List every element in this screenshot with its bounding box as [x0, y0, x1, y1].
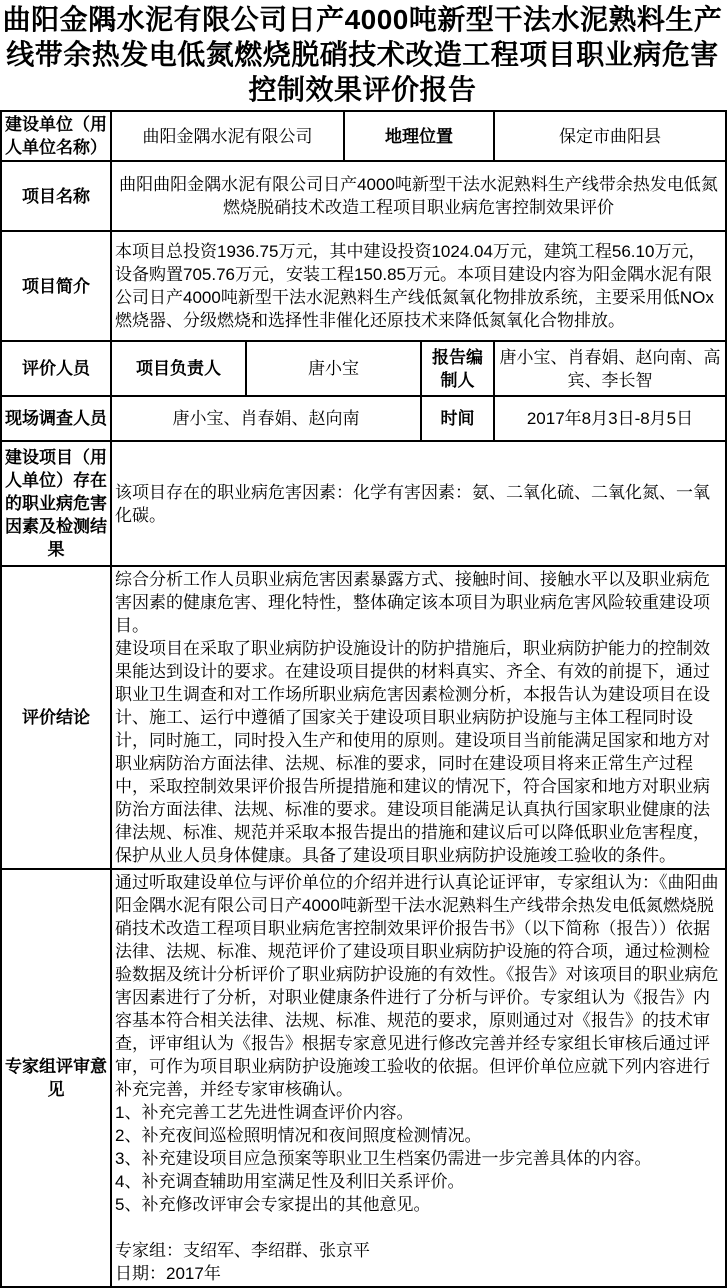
conclusion-paragraph: 综合分析工作人员职业病危害因素暴露方式、接触时间、接触水平以及职业病危害因素的健康危害、理化特性，整体确定该本项目为职业病危害风险较重建设项目。 [115, 570, 710, 635]
label-project-leader: 项目负责人 [111, 341, 246, 396]
expert-review-item: 4、补充调查辅助用室满足性及利旧关系评价。 [115, 1172, 465, 1191]
expert-group-signature: 专家组：支绍军、李绍群、张京平 [115, 1241, 370, 1260]
conclusion-paragraph: 建设项目在采取了职业病防护设施设计的防护措施后，职业病防护能力的控制效果能达到设计的要求。在建设项目提供的材料真实、齐全、有效的前提下，通过职业卫生调查和对工作场所职业病危害因素检测分析，本报告认为建设项目在设计、施工、运行中遵循了国家关于建设项目职业病防护设施与主体工程同时设计，同时施工，同时投入生产和使用的原则。建设项目当前能满足国家和地方对职业病防治方面法律、法规、标准的要求，同时在建设项目将来正常生产过程中，采取控制效果评价报告所提措施和建议的情况下，符合国家和地方对职业病防治方面法律、法规、标准的要求。建设项目能满足认真执行国家职业健康的法律法规、标准、规范并采取本报告提出的措施和建议后可以降低职业危害程度，保护从业人员身体健康。具备了建设项目职业病防护设施竣工验收的条件。 [115, 639, 710, 865]
expert-review-item: 3、补充建设项目应急预案等职业卫生档案仍需进一步完善具体的内容。 [115, 1149, 652, 1168]
row-project-name [1, 161, 726, 231]
expert-review-item: 1、补充完善工艺先进性调查评价内容。 [115, 1103, 414, 1122]
value-project-summary: 本项目总投资1936.75万元，其中建设投资1024.04万元，建筑工程56.10万元，设备购置705.76万元，安装工程150.85万元。本项目建设内容为阳金隅水泥有限公司日产4000吨新型干法水泥熟料生产线低氮氧化物排放系统，主要采用低NOx燃烧器、分级燃烧和选择性非催化还原技术来降低氮氧化合物排放。 [111, 231, 726, 341]
blank-line [115, 1216, 722, 1239]
label-hazard-factors: 建设项目（用人单位）存在的职业病危害因素及检测结果 [1, 441, 111, 566]
label-project-name: 项目名称 [1, 161, 111, 231]
label-evaluators: 评价人员 [1, 341, 111, 396]
document-title: 曲阳金隅水泥有限公司日产4000吨新型干法水泥熟料生产线带余热发电低氮燃烧脱硝技术改造工程项目职业病危害控制效果评价报告 [2, 3, 723, 105]
row-evaluators [1, 341, 726, 396]
label-construction-unit: 建设单位（用人单位名称） [1, 111, 111, 161]
row-hazard-factors [1, 441, 726, 566]
label-location: 地理位置 [344, 111, 494, 161]
value-project-name: 曲阳曲阳金隅水泥有限公司日产4000吨新型干法水泥熟料生产线带余热发电低氮燃烧脱硝技术改造工程项目职业病危害控制效果评价 [111, 161, 726, 231]
label-expert-review: 专家组评审意见 [1, 869, 111, 1287]
row-expert-review [1, 869, 726, 1287]
value-report-compilers: 唐小宝、肖春娟、赵向南、高宾、李长智 [494, 341, 726, 396]
value-hazard-factors: 该项目存在的职业病危害因素：化学有害因素：氨、二氧化硫、二氧化氮、一氧化碳。 [111, 441, 726, 566]
label-report-compilers: 报告编制人 [421, 341, 494, 396]
value-site-investigators: 唐小宝、肖春娟、赵向南 [111, 396, 421, 441]
label-project-summary: 项目简介 [1, 231, 111, 341]
review-date: 日期：2017年 [115, 1264, 221, 1283]
label-evaluation-conclusion: 评价结论 [1, 566, 111, 869]
row-construction-unit [1, 111, 726, 161]
value-project-leader: 唐小宝 [246, 341, 421, 396]
label-site-investigators: 现场调查人员 [1, 396, 111, 441]
value-construction-unit: 曲阳金隅水泥有限公司 [111, 111, 344, 161]
row-site-investigation [1, 396, 726, 441]
row-evaluation-conclusion [1, 566, 726, 869]
expert-review-paragraph: 通过听取建设单位与评价单位的介绍并进行认真论证评审，专家组认为：《曲阳曲阳金隅水泥有限公司日产4000吨新型干法水泥熟料生产线带余热发电低氮燃烧脱硝技术改造工程项目职业病危害控制效果评价报告书》（以下简称（报告））依据法律、法规、标准、规范评价了建设项目职业病防护设施的符合项，通过检测检验数据及统计分析评价了职业病防护设施的有效性。《报告》对该项目的职业病危害因素进行了分析，对职业健康条件进行了分析与评价。专家组认为《报告》内容基本符合相关法律、法规、标准、规范的要求，原则通过对《报告》的技术审查，评审组认为《报告》根据专家意见进行修改完善并经专家组长审核后通过评审，可作为项目职业病防护设施竣工验收的依据。但评价单位应就下列内容进行补充完善，并经专家审核确认。 [115, 873, 719, 1099]
expert-review-item: 5、补充修改评审会专家提出的其他意见。 [115, 1195, 431, 1214]
report-table [0, 110, 727, 1288]
value-evaluation-conclusion [111, 566, 726, 869]
label-time: 时间 [421, 396, 494, 441]
value-expert-review [111, 869, 726, 1287]
value-time: 2017年8月3日-8月5日 [494, 396, 726, 441]
row-project-summary [1, 231, 726, 341]
expert-review-item: 2、补充夜间巡检照明情况和夜间照度检测情况。 [115, 1126, 482, 1145]
value-location: 保定市曲阳县 [494, 111, 726, 161]
